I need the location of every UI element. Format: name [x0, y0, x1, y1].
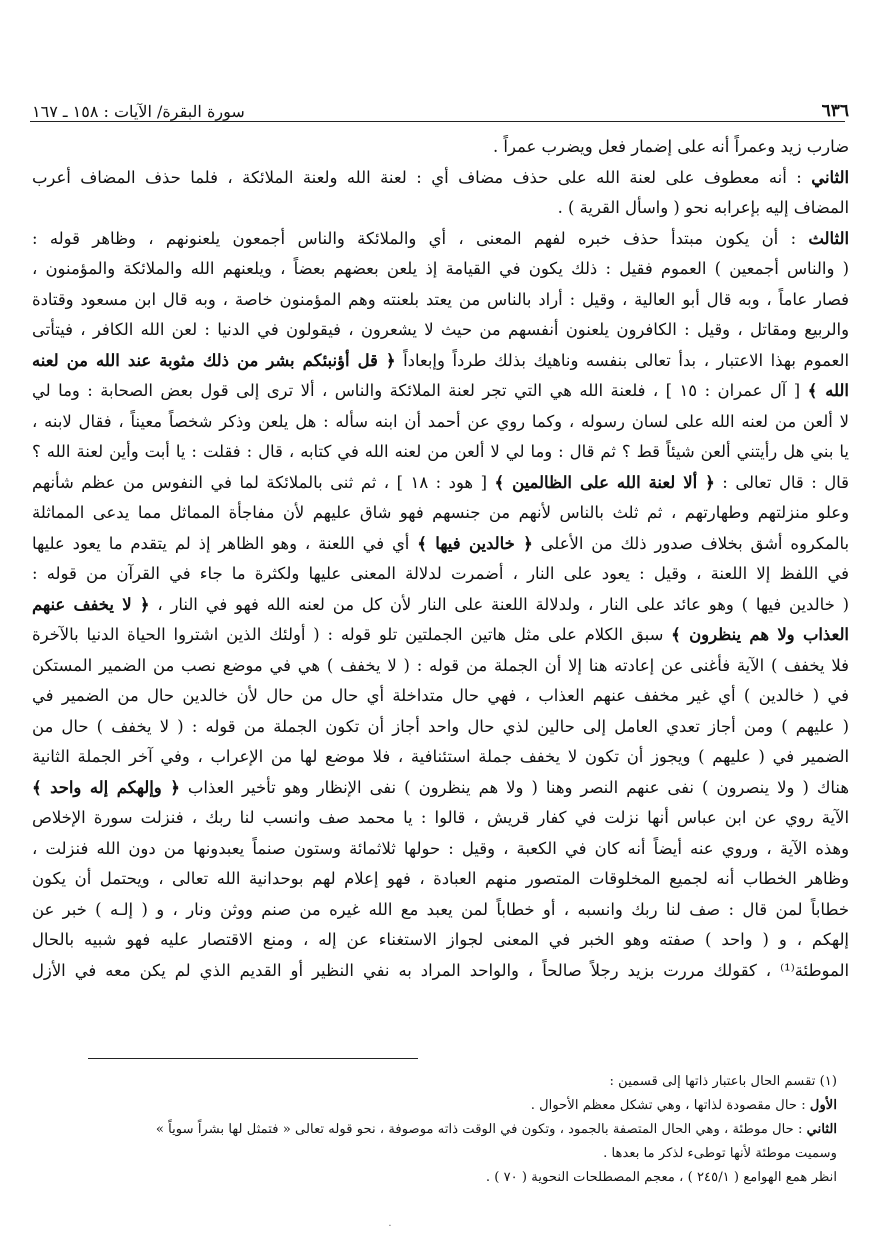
header-rule [30, 121, 845, 122]
text-run: [ آل عمران : ١٥ ] ، فلعنة الله هي التي تجر لعنة الملائكة والناس ، ألا ترى إلى قول بعض الصحابة : وما لي [32, 381, 808, 400]
body-line [32, 773, 849, 804]
body-line [32, 285, 849, 316]
body-line [32, 956, 849, 987]
bold-text: ﴿ ألا لعنة الله على الظالمين ﴾ [494, 472, 715, 492]
bold-text: ﴿ قل أؤنبئكم بشر من ذلك مثوبة عند الله من لعنه [32, 350, 396, 370]
body-line [32, 346, 849, 377]
body-line [32, 498, 849, 529]
body-line [32, 407, 849, 438]
footnote-line [32, 1094, 837, 1118]
text-run: في اللفظ إلا اللعنة ، وقيل : يعود على النار ، أضمرت لدلالة المعنى عليها ولكثرة ما جاء في القرآن من قوله : [32, 564, 849, 583]
text-run: لا ألعن من لعنه الله على لسان رسوله ، وكما روي عن أحمد أن ابنه سأله : هل يلعن وذكر شخصاً معيناً ، فقال لابنه ، [32, 411, 849, 431]
running-title: سورة البقرة/ الآيات : ١٥٨ ـ ١٦٧ [32, 102, 245, 121]
text-run: : حال مقصودة لذاتها ، وهي تشكل معظم الأحوال . [530, 1098, 810, 1113]
text-run: سبق الكلام على مثل هاتين الجملتين تلو قوله : ( أولئك الذين اشتروا الحياة الدنيا بالآخرة [32, 625, 672, 644]
text-run: : أنه معطوف على لعنة الله على حذف مضاف أي : لعنة الله ولعنة الملائكة ، فلما حذف المضاف أعرب [32, 167, 812, 187]
text-run: وعلو منزلتهم وطهارتهم ، ثم ثلث بالناس لأنهم من جنسهم فهو شاق عليهم لأن مفاجأة المماثل مما يدعى المماثلة [32, 503, 849, 522]
text-run: الضمير في ( عليهم ) ويجوز أن تكون لا يخفف جملة استئنافية ، فلا موضع لها من الإعراب ، وفي آخر الجملة الثانية [32, 747, 849, 766]
body-line [32, 193, 849, 224]
footnotes [32, 1070, 837, 1190]
body-line [32, 590, 849, 621]
text-run: ( خالدين فيها ) وهو عائد على النار ، ولدلالة اللعنة على النار لأن كل من لعنه الله فهو في النار ، [149, 594, 849, 614]
text-run: إلهكم ، و ( واحد ) صفته وهو الخبر في المعنى لجواز الاستغناء عن إله ، ومنع الاقتصار عليه فهو شبيه بالحال [32, 930, 849, 949]
body-text [32, 132, 849, 986]
text-run: وسميت موطئة لأنها توطىء لذكر ما بعدها . [603, 1146, 837, 1161]
body-line [32, 224, 849, 255]
body-line [32, 559, 849, 590]
body-line [32, 132, 849, 163]
body-line [32, 529, 849, 560]
text-run: فلا يخفف ) الآية فأغنى عن إعادته هنا إلا أن الجملة من قوله : ( لا يخفف ) هي في موضع نصب من الضمير المستكن [32, 655, 849, 675]
body-line [32, 864, 849, 895]
body-line [32, 681, 849, 712]
footnote-rule [88, 1058, 418, 1059]
body-line [32, 620, 849, 651]
text-run: أي في اللعنة ، وهو الظاهر إذ لم يتقدم ما يعود عليها [32, 533, 418, 553]
bold-text: الأول [809, 1098, 837, 1113]
bold-text: الثالث [808, 228, 849, 248]
text-run: فصار عاماً ، وبه قال أبو العالية ، وقيل : أراد بالناس من يعتد بلعنته وهم المؤمنون خاصة ، وبه قال ابن مسعود وقتادة [32, 289, 849, 309]
text-run: انظر همع الهوامع ( ٢٤٥/١ ) ، معجم المصطلحات النحوية ( ٧٠ ) . [485, 1170, 837, 1185]
footnote-line [32, 1142, 837, 1166]
body-line [32, 742, 849, 773]
bold-text: ﴿ لا يخفف عنهم [32, 594, 150, 614]
bold-text: الثاني [811, 167, 849, 187]
footnote-line [32, 1070, 837, 1094]
text-run: الموطئة⁽¹⁾ ، كقولك مررت بزيد رجلاً صالحاً ، والواحد المراد به نفي النظير أو القديم الذي لم يكن معه في الأزل [32, 960, 849, 980]
text-run: : أن يكون مبتدأ حذف خبره لفهم المعنى ، أي والملائكة والناس أجمعون يلعنونهم ، وظاهر قوله : [32, 228, 809, 248]
text-run: ضارب زيد وعمراً أنه على إضمار فعل ويضرب عمراً . [492, 137, 849, 156]
page-number: ٦٣٦ [821, 101, 849, 121]
body-line [32, 925, 849, 956]
text-run: الآية روي عن ابن عباس أنها نزلت في كفار قريش ، قالوا : يا محمد صف وانسب لنا ربك ، فنزلت سورة الإخلاص [32, 808, 849, 827]
text-run: : حال موطئة ، وهي الحال المتصفة بالجمود ، وتكون في الوقت ذاته موصوفة ، نحو قوله تعالى « فتمثل لها بشراً سوياً » [155, 1122, 807, 1137]
text-run: يا بني هل رأيتني ألعن شيئاً قط ؟ ثم قال : وما لي لا ألعن من لعنه الله في كتابه ، قال : فقلت : يا أبت وأين لعنة الله ؟ [32, 442, 849, 461]
text-run: ( والناس أجمعين ) العموم فقيل : ذلك يكون في القيامة إذ يلعن بعضهم بعضاً ، ويلعنهم الله والملائكة والمؤمنون ، [32, 259, 849, 278]
text-run: المضاف إليه بإعرابه نحو ( واسأل القرية ) . [557, 198, 849, 217]
text-run: هناك ( ولا ينصرون ) نفى عنهم النصر وهنا ( ولا هم ينظرون ) نفى الإنظار وهو تأخير العذاب [179, 777, 849, 797]
text-run: ( عليهم ) ومن أجاز تعدي العامل إلى حالين لذي حال واحد أجاز أن تكون الجملة من قوله : ( لا يخفف ) حال من [32, 716, 849, 736]
body-line [32, 163, 849, 194]
bold-text: العذاب ولا هم ينظرون ﴾ [671, 625, 849, 644]
running-header [32, 90, 849, 120]
bold-text: الثاني [806, 1122, 837, 1137]
bold-text: الله ﴾ [807, 381, 849, 400]
page-bottom-mark: · [388, 1221, 392, 1232]
text-run: العموم بهذا الاعتبار ، بدأ تعالى بنفسه وناهيك بذلك طرداً وإبعاداً [395, 350, 849, 370]
body-line [32, 468, 849, 499]
footnote-line [32, 1118, 837, 1142]
body-line [32, 315, 849, 346]
text-run: [ هود : ١٨ ] ، ثم ثنى بالملائكة لما في النفوس من عظم شأنهم [32, 472, 495, 492]
text-run: بالمكروه أشق بخلاف صدور ذلك من الأعلى [532, 533, 849, 553]
footnote-line [32, 1166, 837, 1190]
text-run: في ( خالدين ) أي غير مخفف عنهم العذاب ، فهي حال متداخلة أي حال من حال لأن خالدين حال من الضمير في [32, 686, 849, 705]
body-line [32, 254, 849, 285]
body-line [32, 803, 849, 834]
body-line [32, 895, 849, 926]
text-run: والربيع ومقاتل ، وقيل : الكافرون يلعنون أنفسهم من حيث لا يشعرون ، فيقولون في الدنيا : لعن الله الكافر ، فيتأتى [32, 320, 849, 339]
text-run: وهذه الآية ، وروي عنه أيضاً أنه كان في الكعبة ، وقيل : حولها ثلاثمائة وستون صنماً يعبدونها من دون الله فنزلت ، [32, 838, 849, 858]
text-run: وظاهر الخطاب أنه لجميع المخلوقات المتصور منهم العبادة ، فهو إعلام لهم بوحدانية الله تعالى ، ويحتمل أن يكون [32, 869, 849, 888]
text-run: قال : قال تعالى : [714, 472, 849, 492]
bold-text: ﴿ خالدين فيها ﴾ [417, 533, 533, 553]
body-line [32, 834, 849, 865]
text-run: (١) تقسم الحال باعتبار ذاتها إلى قسمين : [609, 1074, 837, 1089]
text-run: خطاباً لمن قال : صف لنا ربك وانسبه ، أو خطاباً لمن يعبد مع الله غيره من صنم ووثن ونار ، و ( إلـه ) خبر عن [32, 899, 849, 919]
body-line [32, 651, 849, 682]
body-line [32, 437, 849, 468]
body-line [32, 712, 849, 743]
bold-text: ﴿ وإلهكم إله واحد ﴾ [32, 777, 180, 797]
body-line [32, 376, 849, 407]
